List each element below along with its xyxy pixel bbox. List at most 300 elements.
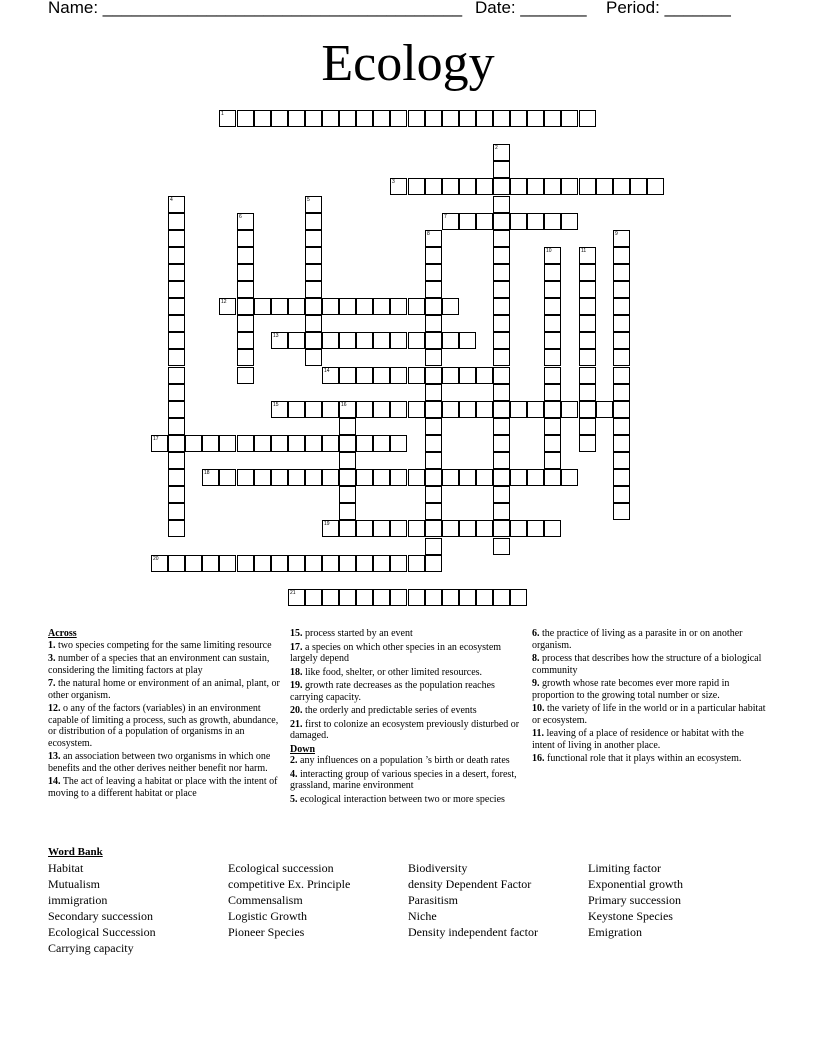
- crossword-cell[interactable]: [510, 589, 527, 606]
- crossword-cell[interactable]: [442, 589, 459, 606]
- crossword-cell[interactable]: [459, 110, 476, 127]
- crossword-cell[interactable]: [373, 332, 390, 349]
- crossword-cell[interactable]: [254, 555, 271, 572]
- crossword-cell[interactable]: [493, 367, 510, 384]
- crossword-cell[interactable]: [168, 349, 185, 366]
- crossword-cell[interactable]: [425, 418, 442, 435]
- crossword-cell[interactable]: [168, 213, 185, 230]
- crossword-cell[interactable]: [613, 435, 630, 452]
- crossword-cell[interactable]: [254, 298, 271, 315]
- crossword-cell[interactable]: [613, 486, 630, 503]
- crossword-cell[interactable]: [579, 367, 596, 384]
- crossword-cell[interactable]: [544, 315, 561, 332]
- crossword-cell[interactable]: [202, 555, 219, 572]
- crossword-cell[interactable]: [442, 520, 459, 537]
- name-field[interactable]: Name: ______________________________________: [48, 0, 463, 17]
- crossword-cell[interactable]: [322, 589, 339, 606]
- crossword-cell[interactable]: [271, 435, 288, 452]
- crossword-cell[interactable]: [408, 178, 425, 195]
- crossword-cell[interactable]: [390, 589, 407, 606]
- crossword-cell[interactable]: [305, 435, 322, 452]
- crossword-cell[interactable]: [425, 367, 442, 384]
- crossword-cell[interactable]: [168, 196, 185, 213]
- crossword-cell[interactable]: [237, 435, 254, 452]
- crossword-cell[interactable]: [493, 520, 510, 537]
- crossword-cell[interactable]: [613, 452, 630, 469]
- crossword-cell[interactable]: [476, 110, 493, 127]
- crossword-cell[interactable]: [493, 503, 510, 520]
- crossword-cell[interactable]: [339, 555, 356, 572]
- crossword-cell[interactable]: [168, 469, 185, 486]
- crossword-cell[interactable]: [356, 520, 373, 537]
- crossword-cell[interactable]: [151, 555, 168, 572]
- crossword-cell[interactable]: [408, 589, 425, 606]
- crossword-cell[interactable]: [613, 418, 630, 435]
- crossword-cell[interactable]: [305, 298, 322, 315]
- crossword-cell[interactable]: [305, 230, 322, 247]
- crossword-cell[interactable]: [579, 110, 596, 127]
- crossword-cell[interactable]: [493, 589, 510, 606]
- crossword-cell[interactable]: [544, 213, 561, 230]
- crossword-cell[interactable]: [425, 110, 442, 127]
- crossword-cell[interactable]: [510, 401, 527, 418]
- crossword-cell[interactable]: [237, 213, 254, 230]
- crossword-cell[interactable]: [459, 401, 476, 418]
- crossword-cell[interactable]: [322, 298, 339, 315]
- crossword-cell[interactable]: [493, 110, 510, 127]
- crossword-cell[interactable]: [510, 469, 527, 486]
- crossword-cell[interactable]: [527, 213, 544, 230]
- crossword-cell[interactable]: [425, 452, 442, 469]
- crossword-cell[interactable]: [237, 555, 254, 572]
- crossword-cell[interactable]: [476, 401, 493, 418]
- crossword-cell[interactable]: [647, 178, 664, 195]
- crossword-cell[interactable]: [339, 298, 356, 315]
- crossword-cell[interactable]: [544, 178, 561, 195]
- crossword-cell[interactable]: [493, 486, 510, 503]
- crossword-cell[interactable]: [493, 384, 510, 401]
- crossword-cell[interactable]: [305, 213, 322, 230]
- crossword-cell[interactable]: [168, 315, 185, 332]
- crossword-cell[interactable]: [390, 298, 407, 315]
- crossword-cell[interactable]: [442, 213, 459, 230]
- crossword-cell[interactable]: [493, 196, 510, 213]
- crossword-cell[interactable]: [613, 332, 630, 349]
- crossword-cell[interactable]: [459, 178, 476, 195]
- crossword-cell[interactable]: [493, 332, 510, 349]
- crossword-cell[interactable]: [356, 555, 373, 572]
- crossword-cell[interactable]: [510, 520, 527, 537]
- crossword-cell[interactable]: [356, 298, 373, 315]
- crossword-cell[interactable]: [373, 469, 390, 486]
- crossword-cell[interactable]: [425, 538, 442, 555]
- crossword-cell[interactable]: [356, 332, 373, 349]
- crossword-cell[interactable]: [459, 367, 476, 384]
- crossword-cell[interactable]: [288, 435, 305, 452]
- crossword-cell[interactable]: [390, 435, 407, 452]
- crossword-cell[interactable]: [544, 349, 561, 366]
- crossword-cell[interactable]: [305, 264, 322, 281]
- crossword-cell[interactable]: [288, 401, 305, 418]
- crossword-cell[interactable]: [476, 178, 493, 195]
- crossword-cell[interactable]: [613, 349, 630, 366]
- crossword-cell[interactable]: [425, 298, 442, 315]
- crossword-cell[interactable]: [544, 384, 561, 401]
- crossword-cell[interactable]: [339, 452, 356, 469]
- crossword-cell[interactable]: [237, 367, 254, 384]
- crossword-cell[interactable]: [202, 435, 219, 452]
- crossword-cell[interactable]: [425, 349, 442, 366]
- crossword-cell[interactable]: [237, 315, 254, 332]
- crossword-cell[interactable]: [544, 367, 561, 384]
- crossword-cell[interactable]: [442, 332, 459, 349]
- crossword-cell[interactable]: [390, 110, 407, 127]
- crossword-cell[interactable]: [613, 230, 630, 247]
- crossword-cell[interactable]: [425, 589, 442, 606]
- crossword-cell[interactable]: [271, 401, 288, 418]
- crossword-cell[interactable]: [356, 401, 373, 418]
- crossword-cell[interactable]: [305, 281, 322, 298]
- crossword-cell[interactable]: [305, 247, 322, 264]
- crossword-cell[interactable]: [527, 110, 544, 127]
- crossword-cell[interactable]: [322, 469, 339, 486]
- crossword-cell[interactable]: [305, 332, 322, 349]
- crossword-cell[interactable]: [493, 230, 510, 247]
- crossword-cell[interactable]: [168, 401, 185, 418]
- crossword-cell[interactable]: [579, 349, 596, 366]
- crossword-cell[interactable]: [544, 332, 561, 349]
- crossword-cell[interactable]: [561, 401, 578, 418]
- crossword-cell[interactable]: [373, 298, 390, 315]
- crossword-cell[interactable]: [613, 247, 630, 264]
- crossword-cell[interactable]: [254, 469, 271, 486]
- crossword-cell[interactable]: [339, 503, 356, 520]
- crossword-cell[interactable]: [322, 110, 339, 127]
- crossword-cell[interactable]: [390, 332, 407, 349]
- crossword-cell[interactable]: [442, 110, 459, 127]
- crossword-cell[interactable]: [442, 367, 459, 384]
- crossword-cell[interactable]: [339, 332, 356, 349]
- crossword-cell[interactable]: [168, 332, 185, 349]
- crossword-cell[interactable]: [579, 264, 596, 281]
- crossword-cell[interactable]: [237, 298, 254, 315]
- crossword-cell[interactable]: [305, 469, 322, 486]
- crossword-cell[interactable]: [630, 178, 647, 195]
- crossword-cell[interactable]: [561, 469, 578, 486]
- crossword-cell[interactable]: [305, 349, 322, 366]
- crossword-cell[interactable]: [168, 298, 185, 315]
- crossword-cell[interactable]: [168, 452, 185, 469]
- crossword-cell[interactable]: [425, 178, 442, 195]
- crossword-cell[interactable]: [493, 144, 510, 161]
- crossword-cell[interactable]: [579, 401, 596, 418]
- crossword-cell[interactable]: [271, 469, 288, 486]
- crossword-cell[interactable]: [527, 178, 544, 195]
- crossword-cell[interactable]: [408, 469, 425, 486]
- crossword-cell[interactable]: [219, 298, 236, 315]
- crossword-cell[interactable]: [373, 520, 390, 537]
- crossword-cell[interactable]: [459, 469, 476, 486]
- crossword-cell[interactable]: [425, 281, 442, 298]
- crossword-cell[interactable]: [339, 486, 356, 503]
- crossword-cell[interactable]: [390, 367, 407, 384]
- crossword-cell[interactable]: [459, 520, 476, 537]
- crossword-cell[interactable]: [408, 332, 425, 349]
- crossword-cell[interactable]: [271, 555, 288, 572]
- crossword-cell[interactable]: [305, 110, 322, 127]
- crossword-cell[interactable]: [288, 298, 305, 315]
- crossword-cell[interactable]: [579, 178, 596, 195]
- crossword-cell[interactable]: [322, 435, 339, 452]
- crossword-cell[interactable]: [254, 435, 271, 452]
- crossword-cell[interactable]: [373, 367, 390, 384]
- crossword-cell[interactable]: [493, 418, 510, 435]
- crossword-cell[interactable]: [493, 469, 510, 486]
- crossword-cell[interactable]: [168, 555, 185, 572]
- crossword-cell[interactable]: [425, 230, 442, 247]
- crossword-cell[interactable]: [219, 469, 236, 486]
- crossword-cell[interactable]: [493, 281, 510, 298]
- crossword-cell[interactable]: [476, 589, 493, 606]
- crossword-cell[interactable]: [561, 110, 578, 127]
- crossword-cell[interactable]: [561, 213, 578, 230]
- crossword-cell[interactable]: [544, 520, 561, 537]
- crossword-cell[interactable]: [408, 555, 425, 572]
- crossword-cell[interactable]: [493, 401, 510, 418]
- crossword-cell[interactable]: [425, 469, 442, 486]
- crossword-cell[interactable]: [596, 178, 613, 195]
- crossword-cell[interactable]: [408, 110, 425, 127]
- crossword-cell[interactable]: [493, 315, 510, 332]
- crossword-cell[interactable]: [408, 367, 425, 384]
- crossword-cell[interactable]: [373, 435, 390, 452]
- crossword-cell[interactable]: [390, 555, 407, 572]
- crossword-cell[interactable]: [288, 332, 305, 349]
- crossword-cell[interactable]: [493, 264, 510, 281]
- crossword-cell[interactable]: [168, 435, 185, 452]
- crossword-cell[interactable]: [168, 281, 185, 298]
- crossword-cell[interactable]: [356, 367, 373, 384]
- crossword-cell[interactable]: [493, 298, 510, 315]
- crossword-cell[interactable]: [305, 401, 322, 418]
- crossword-cell[interactable]: [544, 435, 561, 452]
- crossword-cell[interactable]: [373, 110, 390, 127]
- crossword-cell[interactable]: [544, 110, 561, 127]
- crossword-cell[interactable]: [373, 401, 390, 418]
- crossword-cell[interactable]: [493, 178, 510, 195]
- crossword-cell[interactable]: [425, 435, 442, 452]
- crossword-cell[interactable]: [493, 247, 510, 264]
- crossword-cell[interactable]: [322, 401, 339, 418]
- crossword-cell[interactable]: [579, 332, 596, 349]
- crossword-cell[interactable]: [168, 384, 185, 401]
- crossword-cell[interactable]: [168, 247, 185, 264]
- crossword-cell[interactable]: [237, 264, 254, 281]
- crossword-cell[interactable]: [271, 332, 288, 349]
- crossword-cell[interactable]: [527, 520, 544, 537]
- crossword-cell[interactable]: [579, 247, 596, 264]
- crossword-cell[interactable]: [237, 247, 254, 264]
- crossword-cell[interactable]: [237, 332, 254, 349]
- crossword-cell[interactable]: [561, 178, 578, 195]
- crossword-cell[interactable]: [613, 469, 630, 486]
- crossword-cell[interactable]: [356, 435, 373, 452]
- crossword-cell[interactable]: [185, 435, 202, 452]
- crossword-cell[interactable]: [579, 281, 596, 298]
- crossword-cell[interactable]: [613, 264, 630, 281]
- crossword-cell[interactable]: [544, 264, 561, 281]
- crossword-cell[interactable]: [356, 110, 373, 127]
- crossword-cell[interactable]: [442, 178, 459, 195]
- crossword-cell[interactable]: [219, 555, 236, 572]
- crossword-cell[interactable]: [271, 298, 288, 315]
- crossword-cell[interactable]: [168, 520, 185, 537]
- crossword-cell[interactable]: [459, 589, 476, 606]
- crossword-cell[interactable]: [168, 230, 185, 247]
- crossword-cell[interactable]: [613, 503, 630, 520]
- crossword-cell[interactable]: [168, 418, 185, 435]
- crossword-cell[interactable]: [425, 247, 442, 264]
- crossword-cell[interactable]: [390, 178, 407, 195]
- crossword-cell[interactable]: [613, 315, 630, 332]
- crossword-cell[interactable]: [613, 367, 630, 384]
- crossword-cell[interactable]: [356, 469, 373, 486]
- crossword-cell[interactable]: [493, 213, 510, 230]
- crossword-cell[interactable]: [237, 349, 254, 366]
- crossword-cell[interactable]: [339, 401, 356, 418]
- crossword-cell[interactable]: [493, 161, 510, 178]
- crossword-cell[interactable]: [459, 332, 476, 349]
- crossword-cell[interactable]: [271, 110, 288, 127]
- crossword-cell[interactable]: [151, 435, 168, 452]
- crossword-cell[interactable]: [476, 469, 493, 486]
- crossword-cell[interactable]: [288, 110, 305, 127]
- crossword-cell[interactable]: [202, 469, 219, 486]
- crossword-cell[interactable]: [493, 452, 510, 469]
- crossword-cell[interactable]: [288, 589, 305, 606]
- date-field[interactable]: Date: _______: [475, 0, 587, 17]
- crossword-cell[interactable]: [305, 589, 322, 606]
- crossword-cell[interactable]: [237, 281, 254, 298]
- crossword-cell[interactable]: [408, 401, 425, 418]
- crossword-cell[interactable]: [219, 435, 236, 452]
- crossword-cell[interactable]: [425, 384, 442, 401]
- crossword-cell[interactable]: [613, 401, 630, 418]
- crossword-cell[interactable]: [390, 401, 407, 418]
- crossword-cell[interactable]: [442, 298, 459, 315]
- crossword-cell[interactable]: [613, 178, 630, 195]
- crossword-cell[interactable]: [613, 281, 630, 298]
- crossword-cell[interactable]: [510, 178, 527, 195]
- crossword-cell[interactable]: [493, 538, 510, 555]
- crossword-cell[interactable]: [544, 401, 561, 418]
- crossword-cell[interactable]: [544, 469, 561, 486]
- crossword-cell[interactable]: [339, 520, 356, 537]
- crossword-cell[interactable]: [322, 332, 339, 349]
- crossword-cell[interactable]: [254, 110, 271, 127]
- crossword-cell[interactable]: [185, 555, 202, 572]
- crossword-cell[interactable]: [322, 367, 339, 384]
- crossword-cell[interactable]: [322, 555, 339, 572]
- crossword-cell[interactable]: [579, 435, 596, 452]
- crossword-cell[interactable]: [425, 401, 442, 418]
- crossword-cell[interactable]: [390, 520, 407, 537]
- crossword-cell[interactable]: [425, 486, 442, 503]
- across-clue: 12. o any of the factors (variables) in an environment capable of limiting a process, such as growth, abundance, or distribution of a population of organisms in an ecosystem.: [48, 703, 279, 749]
- crossword-cell[interactable]: [305, 196, 322, 213]
- crossword-cell[interactable]: [168, 486, 185, 503]
- crossword-cell[interactable]: [493, 349, 510, 366]
- period-field[interactable]: Period: _______: [606, 0, 731, 17]
- crossword-cell[interactable]: [425, 520, 442, 537]
- crossword-cell[interactable]: [425, 503, 442, 520]
- crossword-cell[interactable]: [544, 247, 561, 264]
- crossword-cell[interactable]: [544, 298, 561, 315]
- crossword-cell[interactable]: [288, 469, 305, 486]
- crossword-cell[interactable]: [339, 367, 356, 384]
- crossword-cell[interactable]: [613, 384, 630, 401]
- crossword-cell[interactable]: [168, 367, 185, 384]
- crossword-cell[interactable]: [168, 503, 185, 520]
- crossword-cell[interactable]: [476, 367, 493, 384]
- crossword-cell[interactable]: [168, 264, 185, 281]
- crossword-cell[interactable]: [339, 469, 356, 486]
- crossword-cell[interactable]: [613, 298, 630, 315]
- crossword-cell[interactable]: [425, 315, 442, 332]
- crossword-cell[interactable]: [305, 315, 322, 332]
- crossword-cell[interactable]: [390, 469, 407, 486]
- crossword-cell[interactable]: [408, 298, 425, 315]
- crossword-cell[interactable]: [459, 213, 476, 230]
- crossword-cell[interactable]: [493, 435, 510, 452]
- crossword-cell[interactable]: [373, 555, 390, 572]
- crossword-cell[interactable]: [237, 110, 254, 127]
- crossword-cell[interactable]: [339, 418, 356, 435]
- crossword-cell[interactable]: [544, 281, 561, 298]
- crossword-cell[interactable]: [425, 264, 442, 281]
- crossword-cell[interactable]: [510, 213, 527, 230]
- crossword-cell[interactable]: [373, 589, 390, 606]
- crossword-cell[interactable]: [339, 435, 356, 452]
- crossword-cell[interactable]: [425, 555, 442, 572]
- crossword-cell[interactable]: [579, 298, 596, 315]
- crossword-cell[interactable]: [596, 401, 613, 418]
- crossword-cell[interactable]: [544, 452, 561, 469]
- crossword-cell[interactable]: [339, 589, 356, 606]
- crossword-cell[interactable]: [579, 315, 596, 332]
- crossword-cell[interactable]: [305, 555, 322, 572]
- crossword-cell[interactable]: [527, 469, 544, 486]
- crossword-cell[interactable]: [544, 418, 561, 435]
- crossword-cell[interactable]: [322, 520, 339, 537]
- crossword-cell[interactable]: [356, 589, 373, 606]
- crossword-cell[interactable]: [288, 555, 305, 572]
- crossword-cell[interactable]: [510, 110, 527, 127]
- crossword-cell[interactable]: [408, 520, 425, 537]
- crossword-cell[interactable]: [425, 332, 442, 349]
- crossword-cell[interactable]: [579, 384, 596, 401]
- crossword-cell[interactable]: [237, 469, 254, 486]
- crossword-cell[interactable]: [442, 401, 459, 418]
- crossword-cell[interactable]: [219, 110, 236, 127]
- crossword-cell[interactable]: [442, 469, 459, 486]
- crossword-cell[interactable]: [339, 110, 356, 127]
- crossword-cell[interactable]: [476, 213, 493, 230]
- crossword-cell[interactable]: [527, 401, 544, 418]
- crossword-cell[interactable]: [579, 418, 596, 435]
- crossword-cell[interactable]: [237, 230, 254, 247]
- crossword-cell[interactable]: [476, 520, 493, 537]
